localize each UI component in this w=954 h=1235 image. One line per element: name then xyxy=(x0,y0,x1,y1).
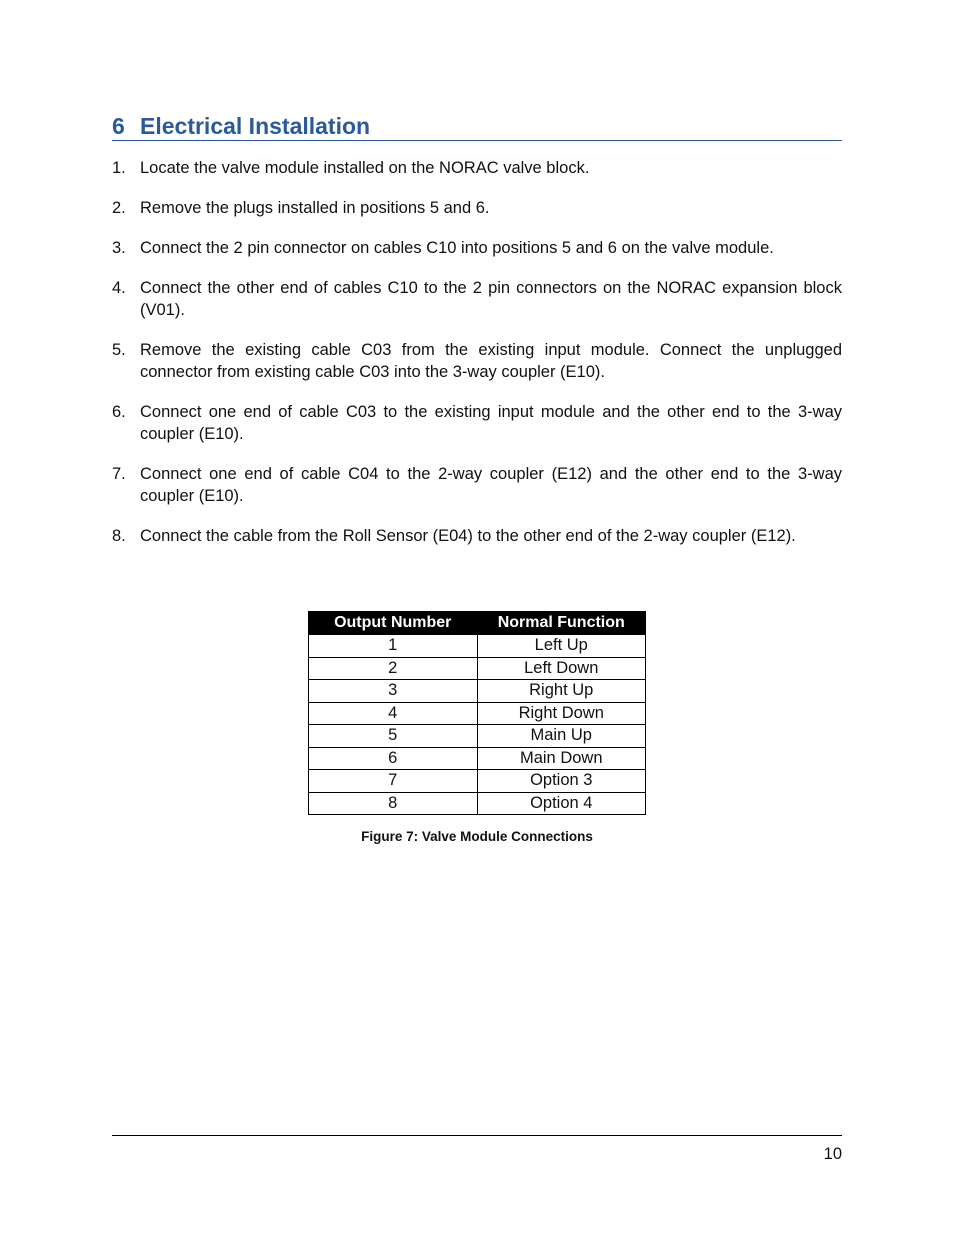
step-text: Connect one end of cable C03 to the existing input module and the other end to the 3-way coupler (E10). xyxy=(140,403,842,443)
table-row xyxy=(309,657,646,680)
step-number: 6. xyxy=(112,403,126,421)
step-number: 3. xyxy=(112,239,126,257)
step-item xyxy=(112,463,842,507)
step-item xyxy=(112,197,842,219)
table-row xyxy=(309,680,646,703)
table-row xyxy=(309,635,646,658)
step-text: Remove the plugs installed in positions 5 and 6. xyxy=(140,199,490,217)
table-row xyxy=(309,770,646,793)
header-output-number: Output Number xyxy=(309,612,478,635)
function-cell: Main Up xyxy=(477,725,646,748)
function-cell: Left Up xyxy=(477,635,646,658)
valve-connections-table-wrapper xyxy=(308,611,646,815)
output-number-cell: 8 xyxy=(309,792,478,815)
footer-divider xyxy=(112,1135,842,1136)
step-text: Locate the valve module installed on the NORAC valve block. xyxy=(140,159,590,177)
header-normal-function: Normal Function xyxy=(477,612,646,635)
step-item xyxy=(112,339,842,383)
step-item xyxy=(112,237,842,259)
function-cell: Main Down xyxy=(477,747,646,770)
function-cell: Option 3 xyxy=(477,770,646,793)
step-item xyxy=(112,525,842,547)
output-number-cell: 5 xyxy=(309,725,478,748)
section-title: Electrical Installation xyxy=(140,113,371,139)
step-number: 1. xyxy=(112,159,126,177)
output-number-cell: 2 xyxy=(309,657,478,680)
table-row xyxy=(309,702,646,725)
step-text: Connect the 2 pin connector on cables C10 into positions 5 and 6 on the valve module. xyxy=(140,239,774,257)
function-cell: Option 4 xyxy=(477,792,646,815)
step-text: Connect the other end of cables C10 to the 2 pin connectors on the NORAC expansion block (V01). xyxy=(140,279,842,319)
step-text: Remove the existing cable C03 from the existing input module. Connect the unplugged connector from existing cable C03 into the 3-way coupler (E10). xyxy=(140,341,842,381)
function-cell: Right Down xyxy=(477,702,646,725)
section-number: 6 xyxy=(112,113,125,139)
output-number-cell: 4 xyxy=(309,702,478,725)
step-item xyxy=(112,157,842,179)
output-number-cell: 1 xyxy=(309,635,478,658)
table-header-row xyxy=(309,612,646,635)
output-number-cell: 7 xyxy=(309,770,478,793)
step-number: 7. xyxy=(112,465,126,483)
function-cell: Right Up xyxy=(477,680,646,703)
step-item xyxy=(112,277,842,321)
step-text: Connect the cable from the Roll Sensor (E04) to the other end of the 2-way coupler (E12). xyxy=(140,527,796,545)
function-cell: Left Down xyxy=(477,657,646,680)
output-number-cell: 3 xyxy=(309,680,478,703)
step-number: 5. xyxy=(112,341,126,359)
step-number: 2. xyxy=(112,199,126,217)
step-number: 4. xyxy=(112,279,126,297)
step-item xyxy=(112,401,842,445)
valve-connections-table xyxy=(308,611,646,815)
output-number-cell: 6 xyxy=(309,747,478,770)
page-number: 10 xyxy=(823,1145,842,1163)
table-row xyxy=(309,725,646,748)
table-row xyxy=(309,792,646,815)
table-row xyxy=(309,747,646,770)
installation-steps xyxy=(112,157,842,565)
step-text: Connect one end of cable C04 to the 2-way coupler (E12) and the other end to the 3-way coupler (E10). xyxy=(140,465,842,505)
section-heading xyxy=(112,112,842,141)
figure-caption: Figure 7: Valve Module Connections xyxy=(361,829,593,844)
step-number: 8. xyxy=(112,527,126,545)
